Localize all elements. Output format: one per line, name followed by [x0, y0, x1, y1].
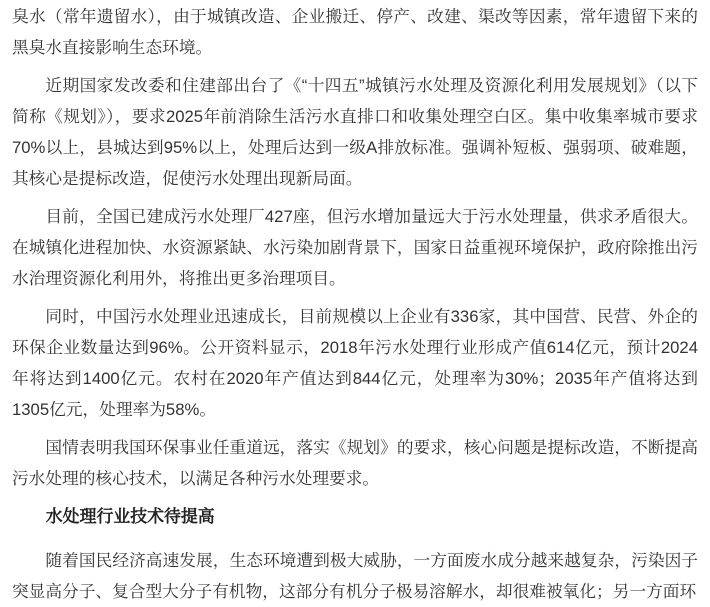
paragraph-continuation: 臭水（常年遗留水），由于城镇改造、企业搬迁、停产、改建、渠改等因素，常年遗留下来的黑臭水直接影响生态环境。 [12, 7, 698, 57]
paragraph: 国情表明我国环保事业任重道远，落实《规划》的要求，核心问题是提标改造，不断提高污水处理的核心技术，以满足各种污水处理要求。 [12, 438, 698, 488]
paragraph: 随着国民经济高速发展，生态环境遭到极大威胁，一方面废水成分越来越复杂，污染因子突显高分子、复合型大分子有机物，这部分有机分子极易溶解水，却很难被氧化；另一方面环 [12, 551, 698, 601]
paragraph: 目前，全国已建成污水处理厂427座，但污水增加量远大于污水处理量，供求矛盾很大。在城镇化进程加快、水资源紧缺、水污染加剧背景下，国家日益重视环境保护，政府除推出污水治理资源化利用外，将推出更多治理项目。 [12, 207, 698, 288]
section-heading: 水处理行业技术待提高 [45, 507, 215, 526]
paragraph: 近期国家发改委和住建部出台了《“十四五”城镇污水处理及资源化利用发展规划》（以下简称《规划》），要求2025年前消除生活污水直排口和收集处理空白区。集中收集率城市要求70%以上，县城达到95%以上，处理后达到一级A排放标准。强调补短板、强弱项、破难题，其核心是提标改造，促使污水处理出现新局面。 [12, 76, 698, 188]
paragraph: 同时，中国污水处理业迅速成长，目前规模以上企业有336家，其中国营、民营、外企的环保企业数量达到96%。公开资料显示，2018年污水处理行业形成产值614亿元，预计2024年将达到1400亿元。农村在2020年产值达到844亿元，处理率为30%；2035年产值将达到1305亿元，处理率为58%。 [12, 307, 698, 419]
